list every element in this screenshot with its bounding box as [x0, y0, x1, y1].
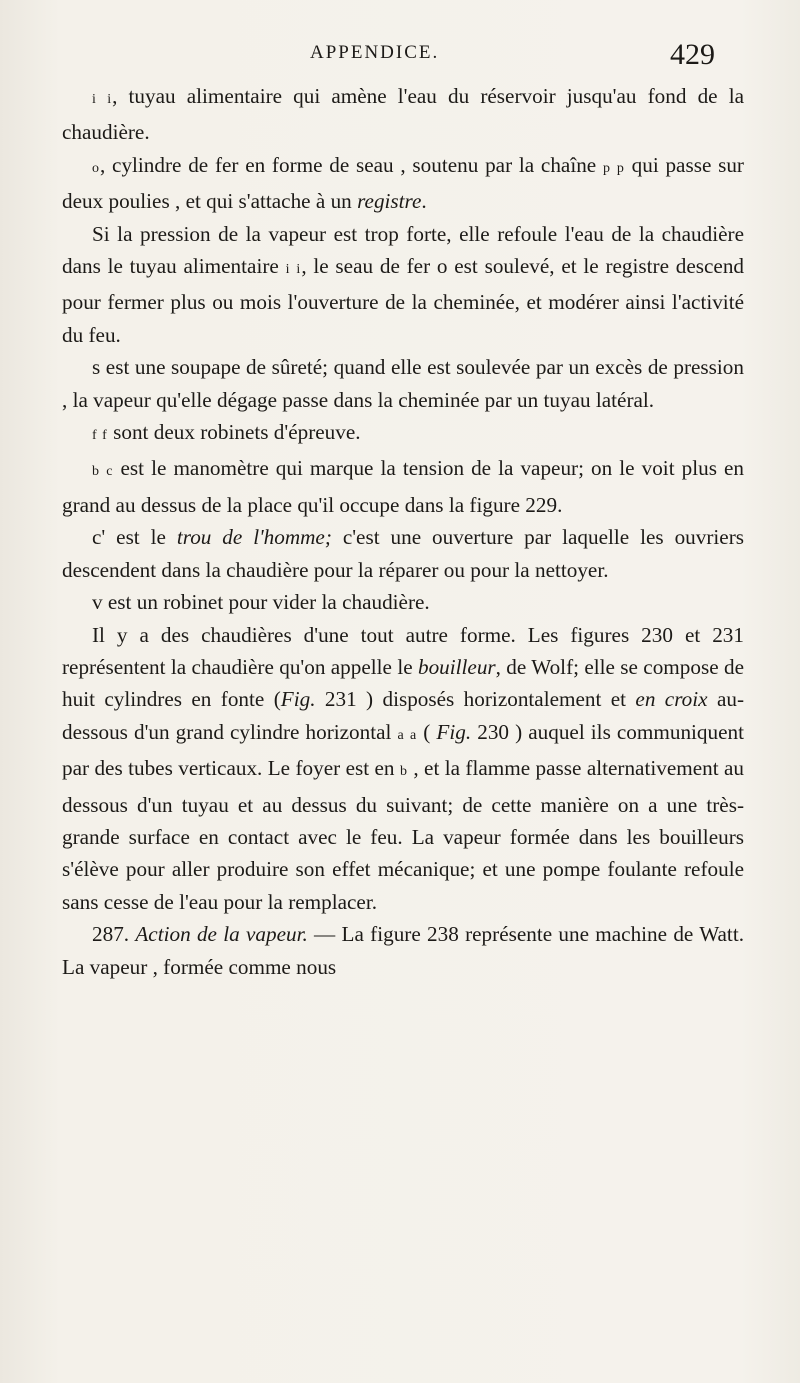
paragraph-trou-homme	[62, 521, 744, 586]
paragraph-text: Il y a des chaudières d'une tout autre forme. Les figures 230 et 231 représentent la chaudière qu'on appelle le	[62, 622, 744, 679]
paragraph-tuyau-alimentaire	[62, 80, 744, 149]
section-title: Action de la vapeur.	[135, 922, 308, 947]
paragraph-pression	[62, 218, 744, 352]
paragraph-text: Si la pression de la vapeur est trop forte, elle refoule l'eau de la chaudière dans le tuyau alimentaire	[62, 221, 744, 279]
paragraph-section-287	[62, 918, 744, 983]
italic-term: Fig.	[436, 719, 472, 744]
body-text	[62, 80, 744, 983]
figure-label: f f	[92, 428, 108, 444]
italic-term: trou de l'homme;	[176, 525, 332, 550]
paragraph-text: , et la flamme passe alternativement au dessous d'un tuyau et au dessus du suivant; de cette manière on a une très-grande surface en contact avec le feu. La vapeur formée dans les bouilleurs s'élève pour aller produire son effet mécanique; et une pompe foulante refoule sans cesse de l'eau pour la remplacer.	[62, 756, 744, 914]
section-number: 287.	[92, 922, 130, 947]
figure-label: a a	[397, 727, 418, 743]
paragraph-text: (	[417, 719, 437, 744]
page-number: 429	[670, 38, 715, 71]
paragraph-text: est une soupape de sûreté; quand elle est soulevée par un excès de pression , la vapeur qu'elle dégage passe dans la cheminée par un tuyau latéral.	[62, 355, 744, 412]
paragraph-soupape	[62, 351, 744, 416]
paragraph-bouilleur	[62, 619, 744, 919]
figure-label: b	[399, 764, 408, 780]
paragraph-text: est le manomètre qui marque la tension de la vapeur; on le voit plus en grand au dessus de la place qu'il occupe dans la figure 229.	[62, 456, 744, 517]
running-head: APPENDICE.	[310, 42, 440, 63]
figure-label: s	[92, 355, 101, 380]
figure-label: p p	[602, 160, 625, 176]
figure-label: i i	[285, 262, 302, 278]
paragraph-text: — La figure 238 représente une machine de Watt. La vapeur , formée comme nous	[62, 922, 744, 979]
figure-label: o	[436, 254, 448, 279]
figure-label: o	[92, 160, 100, 176]
figure-label: v	[92, 590, 103, 615]
figure-label: i i	[92, 92, 113, 107]
italic-term: bouilleur	[417, 654, 496, 679]
paragraph-text: 230 ) auquel ils communiquent par des tubes verticaux. Le foyer est en	[62, 719, 744, 781]
paragraph-vider	[62, 586, 744, 618]
paragraph-text: au-dessous d'un grand cylindre horizontal	[62, 687, 745, 744]
paragraph-text: qui passe sur deux poulies , et qui s'attache à un	[62, 152, 744, 214]
italic-term: Fig.	[280, 687, 316, 712]
paragraph-robinets	[62, 416, 744, 452]
paragraph-text: est le	[105, 525, 177, 550]
paragraph-text: sont deux robinets d'épreuve.	[107, 420, 361, 445]
paragraph-text: .	[421, 189, 427, 214]
figure-label: b c	[92, 464, 114, 480]
paragraph-text: 231 ) disposés horizontalement et	[315, 687, 636, 712]
paragraph-cylindre	[62, 149, 744, 218]
paragraph-text: est un robinet pour vider la chaudière.	[102, 590, 430, 615]
paragraph-text: , cylindre de fer en forme de seau , soutenu par la chaîne	[100, 152, 603, 177]
paragraph-text: , le seau de fer	[301, 254, 437, 279]
paragraph-text: , de Wolf; elle se compose de huit cylindres en fonte (	[62, 654, 744, 712]
paragraph-manometre	[62, 452, 744, 521]
italic-term: registre	[357, 189, 422, 214]
italic-term: en croix	[635, 687, 708, 712]
paragraph-text: est soulevé, et le registre descend pour fermer plus ou mois l'ouverture de la cheminée, et modérer ainsi l'activité du feu.	[62, 254, 745, 347]
paragraph-text: c'est une ouverture par laquelle les ouvriers descendent dans la chaudière pour la réparer ou pour la nettoyer.	[62, 525, 745, 582]
paragraph-text: , tuyau alimentaire qui amène l'eau du réservoir jusqu'au fond de la chaudière.	[62, 84, 745, 145]
figure-label: c'	[92, 525, 106, 550]
